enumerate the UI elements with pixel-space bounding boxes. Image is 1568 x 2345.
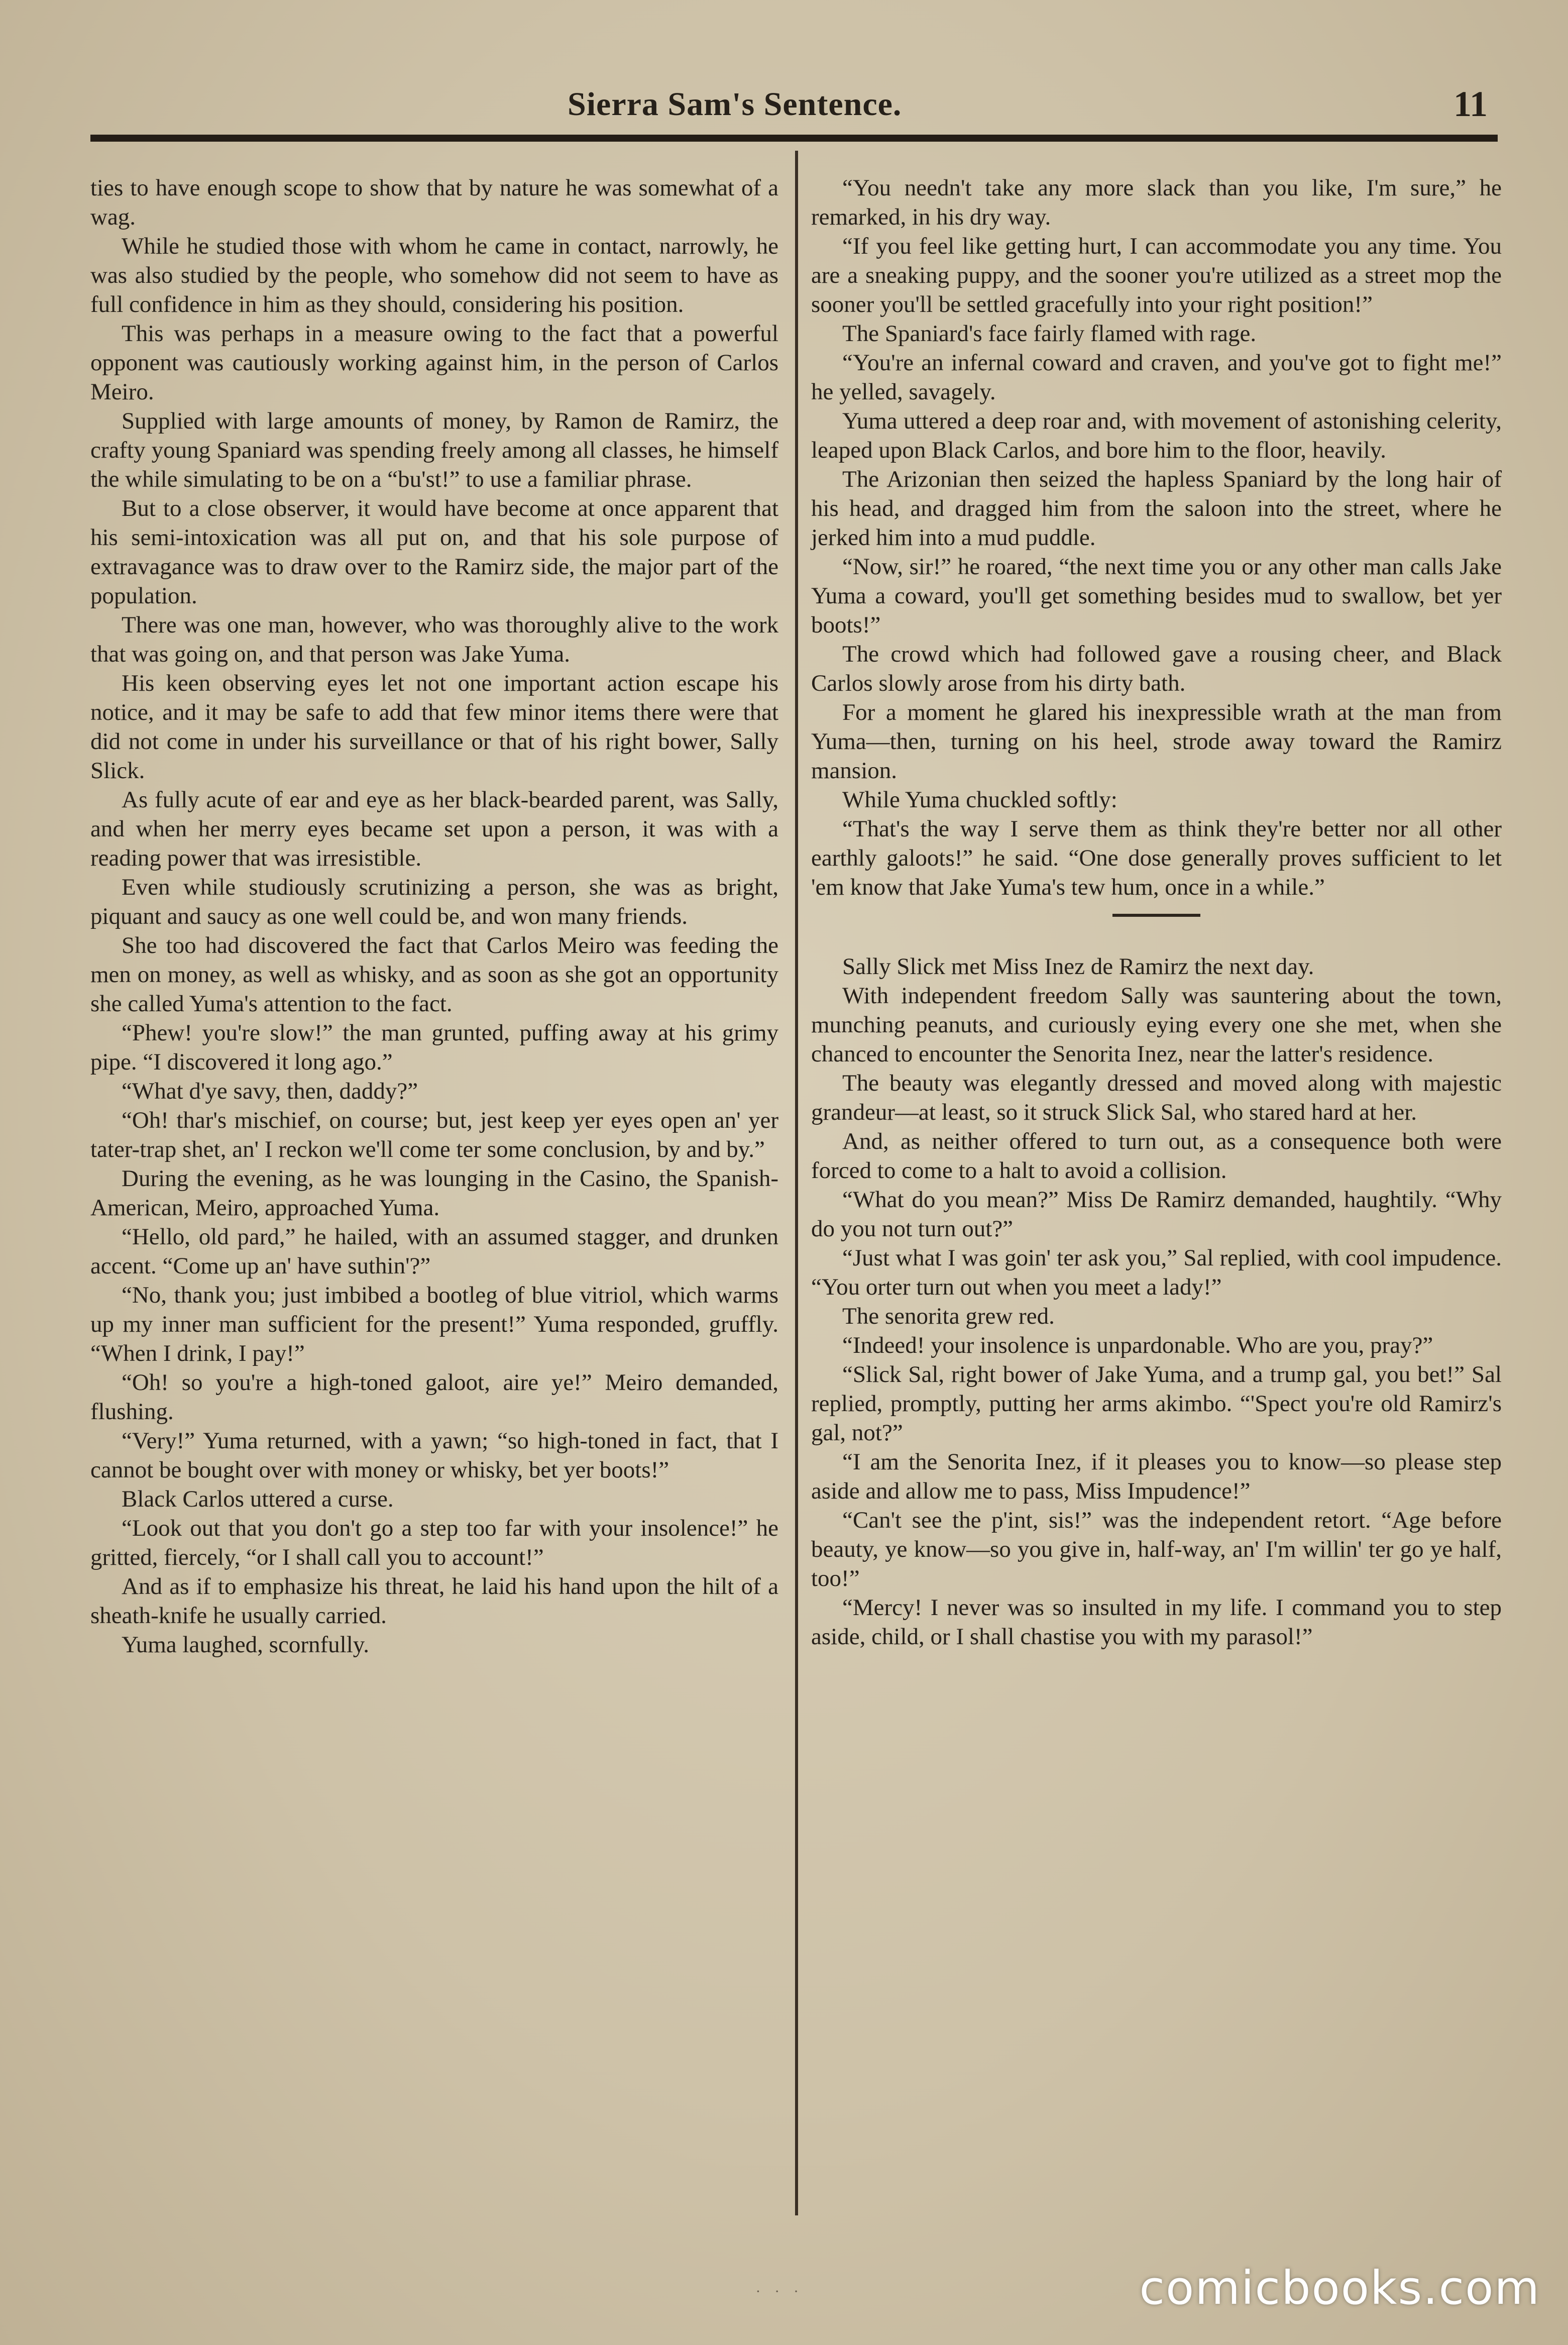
paragraph: This was perhaps in a measure owing to the fact that a powerful opponent was cautiously working against him, in the person of Carlos Meiro. xyxy=(90,321,778,405)
paragraph: The Arizonian then seized the hapless Spaniard by the long hair of his head, and dragged him from the saloon into the street, where he jerked him into a mud puddle. xyxy=(811,466,1502,551)
paragraph: “Look out that you don't go a step too far with your insolence!” he gritted, fiercely, “or I shall call you to account!” xyxy=(90,1515,778,1570)
left-column xyxy=(90,173,778,1659)
paragraph: The crowd which had followed gave a rousing cheer, and Black Carlos slowly arose from his dirty bath. xyxy=(811,641,1502,696)
paragraph: His keen observing eyes let not one important action escape his notice, and it may be safe to add that few minor items there were that did not come in under his surveillance or that of his right bower, Sally Slick. xyxy=(90,670,778,784)
paragraph: “Indeed! your insolence is unpardonable. Who are you, pray?” xyxy=(842,1332,1433,1358)
printer-mark: · · · xyxy=(756,2283,804,2300)
paragraph: And, as neither offered to turn out, as a consequence both were forced to come to a halt to avoid a collision. xyxy=(811,1128,1502,1184)
paragraph: “You're an infernal coward and craven, and you've got to fight me!” he yelled, savagely. xyxy=(811,350,1502,405)
paragraph: ties to have enough scope to show that by nature he was somewhat of a wag. xyxy=(90,175,778,230)
section-break-rule xyxy=(1112,914,1200,917)
paragraph: “Can't see the p'int, sis!” was the independent retort. “Age before beauty, ye know—so you give in, half-way, an' I'm willin' ter go ye half, too!” xyxy=(811,1507,1502,1591)
paragraph: But to a close observer, it would have become at once apparent that his semi-intoxication was all put on, and that his sole purpose of extravagance was to draw over to the Ramirz side, the major part of the population. xyxy=(90,495,778,609)
paragraph: With independent freedom Sally was sauntering about the town, munching peanuts, and curiously eying every one she met, when she chanced to encounter the Senorita Inez, near the latter's residence. xyxy=(811,983,1502,1067)
paragraph: “Oh! so you're a high-toned galoot, aire ye!” Meiro demanded, flushing. xyxy=(90,1369,778,1425)
right-column xyxy=(811,173,1502,1651)
paragraph: There was one man, however, who was thoroughly alive to the work that was going on, and that person was Jake Yuma. xyxy=(90,612,778,667)
paragraph: “If you feel like getting hurt, I can accommodate you any time. You are a sneaking puppy, and the sooner you're utilized as a street mop the sooner you'll be settled gracefully into your right position!” xyxy=(811,233,1502,317)
paragraph: While Yuma chuckled softly: xyxy=(842,787,1117,813)
column-divider xyxy=(795,151,798,2215)
paragraph: “What do you mean?” Miss De Ramirz demanded, haughtily. “Why do you not turn out?” xyxy=(811,1187,1502,1242)
paragraph: “Just what I was goin' ter ask you,” Sal replied, with cool impudence. “You orter turn out when you meet a lady!” xyxy=(811,1245,1502,1300)
running-title: Sierra Sam's Sentence. xyxy=(568,86,902,123)
paragraph: The Spaniard's face fairly flamed with rage. xyxy=(842,321,1257,347)
paragraph: “Mercy! I never was so insulted in my life. I command you to step aside, child, or I shall chastise you with my parasol!” xyxy=(811,1594,1502,1650)
paragraph: Black Carlos uttered a curse. xyxy=(122,1486,394,1512)
paragraph: While he studied those with whom he came in contact, narrowly, he was also studied by the people, who somehow did not seem to have as full confidence in him as they should, considering his position. xyxy=(90,233,778,317)
paragraph: Yuma uttered a deep roar and, with movement of astonishing celerity, leaped upon Black Carlos, and bore him to the floor, heavily. xyxy=(811,408,1502,463)
paragraph: “I am the Senorita Inez, if it pleases you to know—so please step aside and allow me to pass, Miss Impudence!” xyxy=(811,1449,1502,1504)
paragraph: “Hello, old pard,” he hailed, with an assumed stagger, and drunken accent. “Come up an' have suthin'?” xyxy=(90,1224,778,1279)
paragraph: The beauty was elegantly dressed and moved along with majestic grandeur—at least, so it struck Slick Sal, who stared hard at her. xyxy=(811,1070,1502,1125)
page-number: 11 xyxy=(1453,84,1488,124)
paragraph: “You needn't take any more slack than you like, I'm sure,” he remarked, in his dry way. xyxy=(811,175,1502,230)
paragraph: “Phew! you're slow!” the man grunted, puffing away at his grimy pipe. “I discovered it long ago.” xyxy=(90,1020,778,1075)
paragraph: Yuma laughed, scornfully. xyxy=(122,1632,369,1658)
paragraph: Even while studiously scrutinizing a person, she was as bright, piquant and saucy as one well could be, and won many friends. xyxy=(90,874,778,929)
paragraph: “That's the way I serve them as think they're better nor all other earthly galoots!” he said. “One dose generally proves sufficient to let 'em know that Jake Yuma's tew hum, once in a while.” xyxy=(811,816,1502,900)
paragraph: As fully acute of ear and eye as her black-bearded parent, was Sally, and when her merry eyes became set upon a person, it was with a reading power that was irresistible. xyxy=(90,787,778,871)
paragraph: “Now, sir!” he roared, “the next time you or any other man calls Jake Yuma a coward, you'll get something besides mud to swallow, bet yer boots!” xyxy=(811,554,1502,638)
paragraph: And as if to emphasize his threat, he laid his hand upon the hilt of a sheath-knife he usually carried. xyxy=(90,1573,778,1629)
header-rule xyxy=(90,135,1498,142)
paragraph: “No, thank you; just imbibed a bootleg of blue vitriol, which warms up my inner man sufficient for the present!” Yuma responded, gruffly. “When I drink, I pay!” xyxy=(90,1282,778,1366)
page-header xyxy=(85,70,1508,146)
paragraph: “Oh! thar's mischief, on course; but, jest keep yer eyes open an' yer tater-trap shet, an' I reckon we'll come ter some conclusion, by and by.” xyxy=(90,1107,778,1162)
paragraph: For a moment he glared his inexpressible wrath at the man from Yuma—then, turning on his heel, strode away toward the Ramirz mansion. xyxy=(811,699,1502,784)
paragraph: “Very!” Yuma returned, with a yawn; “so high-toned in fact, that I cannot be bought over with money or whisky, bet yer boots!” xyxy=(90,1428,778,1483)
paragraph: “What d'ye savy, then, daddy?” xyxy=(122,1078,418,1104)
paragraph: The senorita grew red. xyxy=(842,1303,1055,1329)
paragraph: “Slick Sal, right bower of Jake Yuma, and a trump gal, you bet!” Sal replied, promptly, putting her arms akimbo. “'Spect you're old Ramirz's gal, not?” xyxy=(811,1361,1502,1446)
paragraph: Sally Slick met Miss Inez de Ramirz the next day. xyxy=(842,953,1314,980)
paragraph: She too had discovered the fact that Carlos Meiro was feeding the men on money, as well as whisky, and as soon as she got an opportunity she called Yuma's attention to the fact. xyxy=(90,932,778,1017)
paragraph: Supplied with large amounts of money, by Ramon de Ramirz, the crafty young Spaniard was spending freely among all classes, he himself the while simulating to be on a “bu'st!” to use a familiar phrase. xyxy=(90,408,778,492)
watermark: comicbooks.com xyxy=(1139,2261,1540,2315)
paragraph: During the evening, as he was lounging in the Casino, the Spanish-American, Meiro, approached Yuma. xyxy=(90,1165,778,1221)
